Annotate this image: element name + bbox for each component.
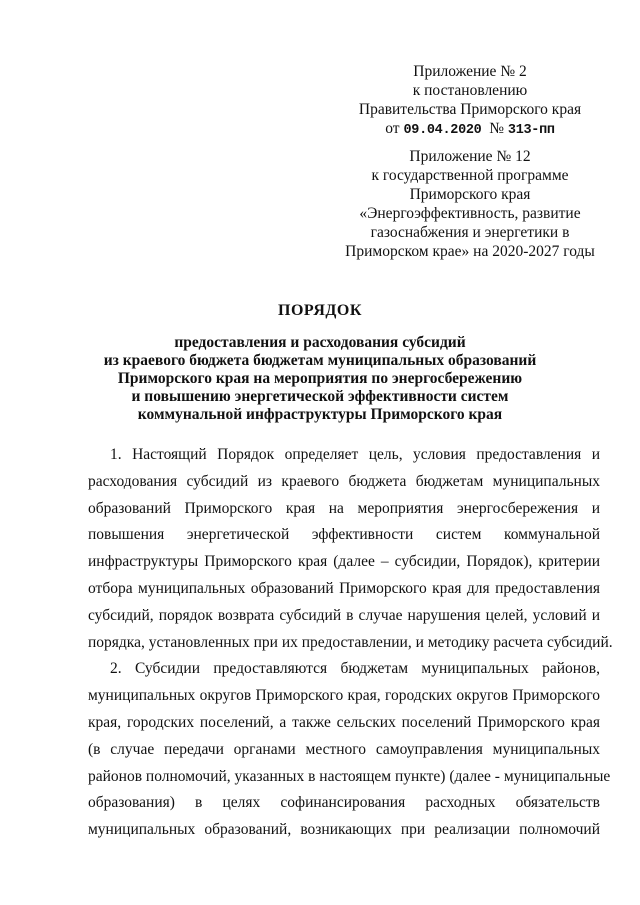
paragraph-line: субсидий, порядок возврата субсидий в случае нарушения целей, условий и [88,606,600,624]
document-subtitle [100,334,540,424]
paragraph-line: порядка, установленных при их предоставлении, и методику расчета субсидий. [88,633,613,651]
paragraph-line: расходования субсидий из краевого бюджета бюджетам муниципальных [88,472,600,490]
subtitle-line: предоставления и расходования субсидий [174,334,466,351]
document-body [88,442,613,844]
annex-block-secondary [335,147,605,261]
annex2-line: Приложение № 12 [409,148,531,165]
subtitle-line: из краевого бюджета бюджетам муниципальных образований [103,352,537,369]
subtitle-line: коммунальной инфраструктуры Приморского края [137,406,503,423]
paragraph-line: районов полномочий, указанных в настоящем пункте) (далее - муниципальные [88,767,611,785]
annex-government: Правительства Приморского края [358,101,582,118]
annex2-line: «Энергоэффективность, развитие [359,205,581,222]
annex-date-line [345,119,595,140]
annex-block-primary [345,62,595,140]
date-value: 09.04.2020 [403,123,482,138]
paragraph-line: отбора муниципальных образований Приморского края для предоставления [88,579,600,597]
annex2-line: Приморском крае» на 2020-2027 годы [345,243,595,260]
paragraph-line: образования) в целях софинансирования расходных обязательств [88,794,600,812]
paragraph-line: инфраструктуры Приморского края (далее – субсидии, Порядок), критерии [88,553,600,571]
paragraph-1 [88,442,613,656]
paragraph-line: 1. Настоящий Порядок определяет цель, условия предоставления и [110,446,600,463]
annex-resolution-label: к постановлению [412,82,528,99]
annex2-line: к государственной программе [371,167,569,184]
paragraph-line: повышения энергетической эффективности систем коммунальной [88,526,600,544]
subtitle-line: Приморского края на мероприятия по энергосбережению [117,370,523,387]
paragraph-line: края, городских поселений, а также сельских поселений Приморского края [88,713,600,731]
paragraph-2 [88,656,611,844]
document-title: ПОРЯДОК [278,302,362,319]
annex2-line: Приморского края [409,186,531,203]
paragraph-line: муниципальных образований, возникающих при реализации полномочий [88,821,600,839]
date-prefix: от [385,120,400,137]
paragraph-line: 2. Субсидии предоставляются бюджетам муниципальных районов, [110,660,600,678]
annex-number: Приложение № 2 [413,63,527,80]
number-prefix: № [489,120,505,137]
paragraph-line: (в случае передачи органами местного самоуправления муниципальных [88,740,600,758]
subtitle-line: и повышению энергетической эффективности систем [131,388,509,405]
paragraph-line: муниципальных округов Приморского края, городских округов Приморского [88,687,600,705]
paragraph-line: образований Приморского края на мероприятия энергосбережения и [88,499,600,517]
annex2-line: газоснабжения и энергетики в [370,224,570,241]
number-value: 313-пп [507,123,555,138]
